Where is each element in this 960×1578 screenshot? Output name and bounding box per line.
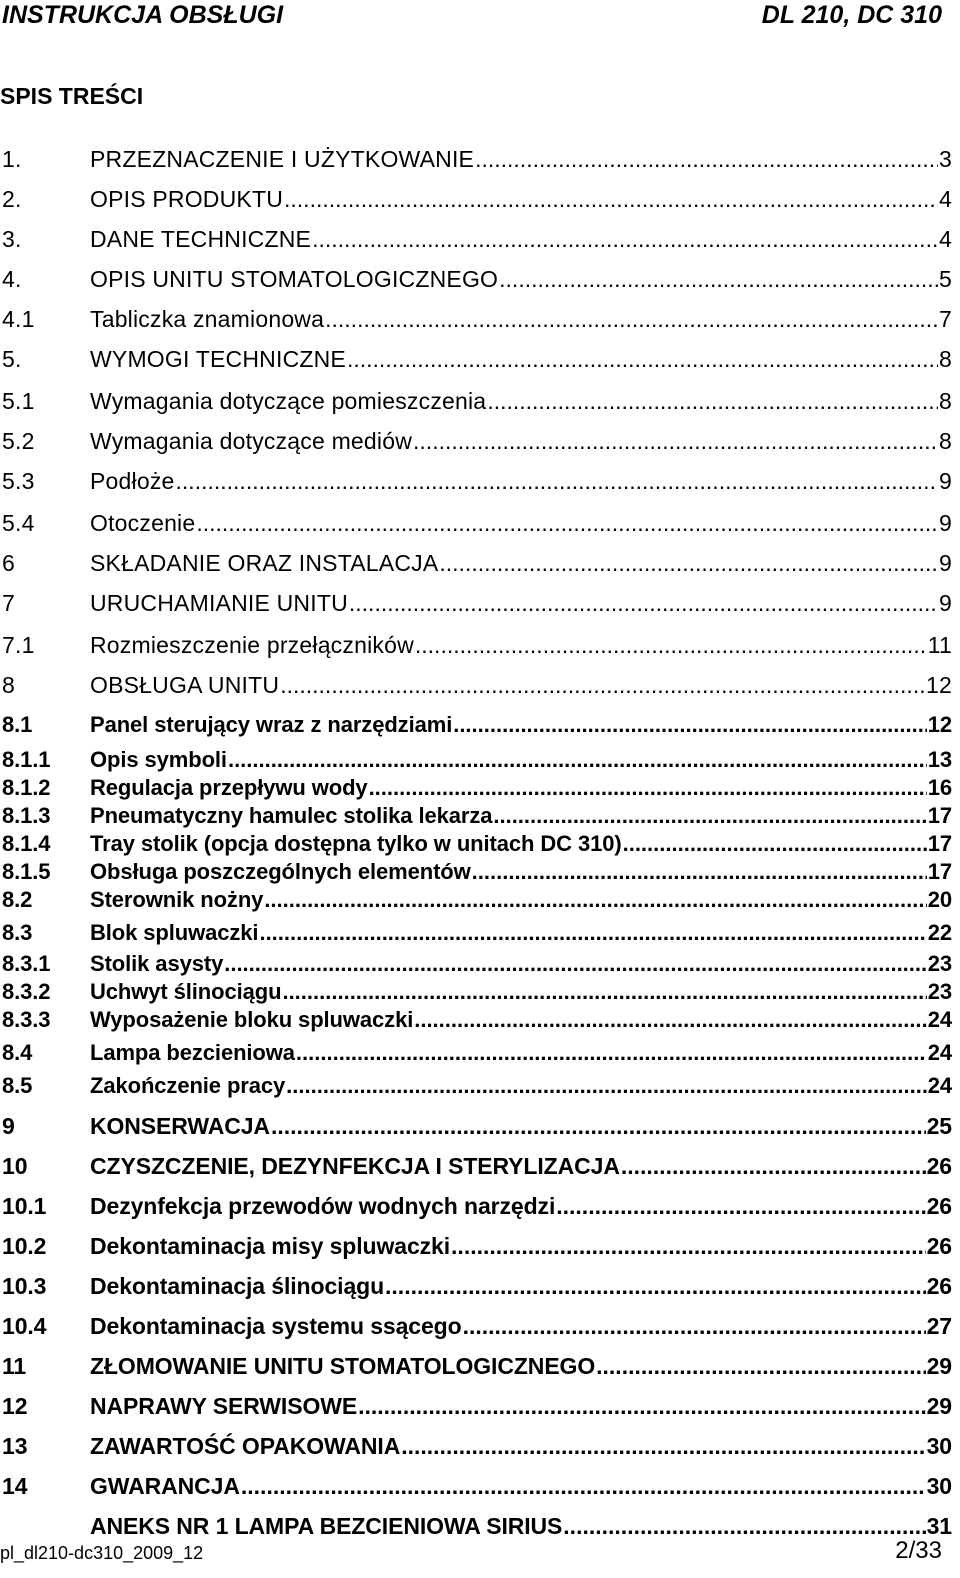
toc-entry-page: 17 [927, 831, 952, 856]
toc-entry[interactable] [0, 951, 952, 977]
toc-dot-leader [282, 979, 926, 1005]
toc-entry-number: 5. [2, 346, 22, 372]
toc-entry[interactable] [0, 468, 952, 495]
toc-entry[interactable] [0, 510, 952, 537]
toc-entry-title: Rozmieszczenie przełączników [90, 632, 414, 658]
toc-entry-number: 8.1.1 [2, 747, 51, 772]
toc-entry[interactable] [0, 712, 952, 738]
toc-entry-page: 26 [926, 1193, 952, 1219]
toc-entry-page: 16 [927, 775, 952, 800]
toc-entry[interactable] [0, 388, 952, 415]
toc-dot-leader [451, 1233, 926, 1260]
toc-entry-title: Sterownik nożny [90, 887, 264, 912]
toc-entry-number: 12 [2, 1393, 28, 1419]
toc-dot-leader [563, 1513, 925, 1540]
toc-entry-number: 5.3 [2, 468, 35, 494]
toc-entry-title: OPIS PRODUKTU [90, 186, 284, 212]
toc-entry[interactable] [0, 803, 952, 829]
toc-entry-page: 8 [939, 428, 952, 454]
toc-dot-leader [401, 1433, 925, 1460]
toc-entry-page: 9 [939, 590, 952, 616]
toc-entry-page: 30 [926, 1433, 952, 1459]
toc-entry-page: 22 [927, 920, 952, 945]
toc-entry-title: CZYSZCZENIE, DEZYNFEKCJA I STERYLIZACJA [90, 1153, 620, 1179]
toc-entry[interactable] [0, 1273, 952, 1300]
toc-dot-leader [228, 747, 927, 773]
toc-entry-number: 10.2 [2, 1233, 47, 1259]
toc-dot-leader [271, 1113, 926, 1140]
toc-entry-number: 6 [2, 550, 15, 576]
toc-entry-page: 23 [927, 979, 952, 1004]
toc-entry-title: NAPRAWY SERWISOWE [90, 1393, 358, 1419]
toc-entry-page: 12 [927, 712, 952, 737]
toc-entry-number: 11 [2, 1353, 27, 1379]
toc-entry-number: 8.1.2 [2, 775, 51, 800]
toc-entry-number: 8.1.4 [2, 831, 51, 856]
toc-entry-number: 1. [2, 146, 22, 172]
toc-entry[interactable] [0, 920, 952, 946]
toc-entry-title: Dekontaminacja misy spluwaczki [90, 1233, 451, 1259]
toc-dot-leader [475, 146, 938, 173]
toc-entry[interactable] [0, 831, 952, 857]
toc-entry[interactable] [0, 226, 952, 253]
toc-entry-page: 20 [927, 887, 952, 912]
toc-entry-title: Opis symboli [90, 747, 227, 772]
toc-entry-page: 9 [939, 468, 952, 494]
toc-entry-number: 2. [2, 186, 22, 212]
toc-entry-number: 10.1 [2, 1193, 47, 1219]
toc-entry[interactable] [0, 1473, 952, 1500]
toc-entry-title: Wymagania dotyczące pomieszczenia [90, 388, 487, 414]
toc-entry[interactable] [0, 186, 952, 213]
toc-entry-title: OPIS UNITU STOMATOLOGICZNEGO [90, 266, 499, 292]
toc-dot-leader [453, 712, 927, 738]
toc-entry-title: Tray stolik (opcja dostępna tylko w unitach DC 310) [90, 831, 622, 856]
toc-entry-title: KONSERWACJA [90, 1113, 270, 1139]
toc-entry-number: 4. [2, 266, 22, 292]
toc-dot-leader [286, 1073, 927, 1099]
toc-dot-leader [369, 775, 927, 801]
toc-entry[interactable] [0, 146, 952, 173]
toc-entry-page: 29 [926, 1393, 952, 1419]
toc-entry[interactable] [0, 672, 952, 699]
toc-dot-leader [284, 186, 938, 213]
toc-entry-title: Wymagania dotyczące mediów [90, 428, 413, 454]
toc-entry-title: Podłoże [90, 468, 175, 494]
toc-entry[interactable] [0, 1513, 952, 1540]
toc-entry-title: OBSŁUGA UNITU [90, 672, 280, 698]
toc-entry-title: Dekontaminacja ślinociągu [90, 1273, 385, 1299]
toc-entry-title: Stolik asysty [90, 951, 224, 976]
toc-entry-number: 8.1 [2, 712, 33, 737]
toc-entry-number: 7.1 [2, 632, 35, 658]
toc-entry[interactable] [0, 747, 952, 773]
footer-page-number: 2/33 [895, 1537, 942, 1564]
toc-dot-leader [312, 226, 938, 253]
toc-entry-page: 8 [939, 346, 952, 372]
toc-entry-number: 4.1 [2, 306, 35, 332]
toc-entry-page: 26 [926, 1233, 952, 1259]
toc-entry-number: 8.1.5 [2, 859, 51, 884]
toc-entry-page: 23 [927, 951, 952, 976]
toc-entry[interactable] [0, 1433, 952, 1460]
toc-entry[interactable] [0, 590, 952, 617]
toc-entry[interactable] [0, 1233, 952, 1260]
toc-dot-leader [385, 1273, 926, 1300]
toc-entry-page: 24 [927, 1007, 952, 1032]
toc-entry-title: Regulacja przepływu wody [90, 775, 368, 800]
toc-entry-title: ZŁOMOWANIE UNITU STOMATOLOGICZNEGO [90, 1353, 596, 1379]
toc-entry-title: Zakończenie pracy [90, 1073, 286, 1098]
toc-dot-leader [463, 1313, 926, 1340]
toc-entry[interactable] [0, 346, 952, 373]
toc-entry[interactable] [0, 887, 952, 913]
toc-entry-title: Wyposażenie bloku spluwaczki [90, 1007, 414, 1032]
toc-entry[interactable] [0, 632, 952, 659]
toc-entry-page: 24 [927, 1073, 952, 1098]
toc-entry[interactable] [0, 1313, 952, 1340]
toc-entry[interactable] [0, 1007, 952, 1033]
toc-dot-leader [414, 1007, 927, 1033]
toc-dot-leader [176, 468, 938, 495]
toc-entry-title: Otoczenie [90, 510, 196, 536]
toc-dot-leader [358, 1393, 926, 1420]
toc-entry-number: 3. [2, 226, 22, 252]
toc-entry-title: PRZEZNACZENIE I UŻYTKOWANIE [90, 146, 475, 172]
toc-dot-leader [413, 428, 938, 455]
toc-dot-leader [325, 306, 938, 333]
toc-entry-number: 8 [2, 672, 15, 698]
toc-entry-title: ZAWARTOŚĆ OPAKOWANIA [90, 1433, 401, 1459]
toc-entry-page: 27 [926, 1313, 952, 1339]
toc-entry-page: 31 [926, 1513, 952, 1539]
toc-entry-title: GWARANCJA [90, 1473, 240, 1499]
toc-dot-leader [349, 590, 938, 617]
footer-doc-id: pl_dl210-dc310_2009_12 [0, 1543, 204, 1563]
toc-dot-leader [556, 1193, 925, 1220]
toc-entry-number: 8.4 [2, 1040, 33, 1065]
toc-dot-leader [499, 266, 938, 293]
toc-entry-title: Dekontaminacja systemu ssącego [90, 1313, 462, 1339]
toc-entry-number: 8.3.3 [2, 1007, 51, 1032]
toc-entry-title: Obsługa poszczególnych elementów [90, 859, 471, 884]
toc-entry-number: 5.1 [2, 388, 35, 414]
toc-entry-number: 5.2 [2, 428, 35, 454]
toc-dot-leader [621, 1153, 926, 1180]
toc-dot-leader [259, 920, 926, 946]
header-title: INSTRUKCJA OBSŁUGI [2, 1, 284, 29]
toc-entry-page: 26 [926, 1153, 952, 1179]
toc-entry-page: 25 [926, 1113, 952, 1139]
toc-entry-page: 9 [939, 550, 952, 576]
toc-entry[interactable] [0, 859, 952, 885]
header-model: DL 210, DC 310 [761, 1, 942, 29]
toc-entry-number: 8.3.1 [2, 951, 51, 976]
toc-entry[interactable] [0, 428, 952, 455]
toc-entry-page: 11 [927, 632, 952, 658]
toc-entry-page: 24 [927, 1040, 952, 1065]
toc-entry-title: SKŁADANIE ORAZ INSTALACJA [90, 550, 439, 576]
toc-dot-leader [415, 632, 927, 659]
toc-entry-page: 7 [939, 306, 952, 332]
toc-entry[interactable] [0, 979, 952, 1005]
toc-entry-page: 12 [926, 672, 952, 698]
toc-dot-leader [472, 859, 927, 885]
toc-entry-number: 14 [2, 1473, 28, 1499]
toc-entry[interactable] [0, 1073, 952, 1099]
toc-entry-title: WYMOGI TECHNICZNE [90, 346, 346, 372]
toc-entry-number: 8.3 [2, 920, 33, 945]
toc-entry-page: 9 [939, 510, 952, 536]
toc-entry-title: Dezynfekcja przewodów wodnych narzędzi [90, 1193, 556, 1219]
toc-dot-leader [280, 672, 925, 699]
toc-entry-page: 13 [927, 747, 952, 772]
toc-entry-page: 5 [939, 266, 952, 292]
toc-entry-number: 10.3 [2, 1273, 47, 1299]
toc-entry[interactable] [0, 1393, 952, 1420]
toc-entry-page: 29 [926, 1353, 952, 1379]
toc-dot-leader [347, 346, 938, 373]
toc-entry-number: 8.5 [2, 1073, 33, 1098]
toc-entry-page: 26 [926, 1273, 952, 1299]
toc-entry-title: ANEKS NR 1 LAMPA BEZCIENIOWA SIRIUS [90, 1513, 563, 1539]
toc-entry[interactable] [0, 306, 952, 333]
toc-dot-leader [196, 510, 938, 537]
toc-entry-number: 9 [2, 1113, 15, 1139]
toc-entry-title: Blok spluwaczki [90, 920, 259, 945]
toc-entry-page: 17 [927, 803, 952, 828]
toc-entry-title: Lampa bezcieniowa [90, 1040, 295, 1065]
toc-entry-number: 5.4 [2, 510, 35, 536]
toc-entry-title: Pneumatyczny hamulec stolika lekarza [90, 803, 493, 828]
toc-entry-page: 30 [926, 1473, 952, 1499]
toc-entry-title: Tabliczka znamionowa [90, 306, 325, 332]
toc-heading: SPIS TREŚCI [0, 83, 144, 109]
toc-dot-leader [264, 887, 926, 913]
toc-entry[interactable] [0, 266, 952, 293]
toc-entry-page: 17 [927, 859, 952, 884]
toc-entry-number: 7 [2, 590, 15, 616]
toc-entry[interactable] [0, 1193, 952, 1220]
toc-entry-number: 10.4 [2, 1313, 47, 1339]
toc-entry-number: 8.1.3 [2, 803, 51, 828]
toc-entry[interactable] [0, 550, 952, 577]
toc-entry-title: Panel sterujący wraz z narzędziami [90, 712, 453, 737]
toc-entry[interactable] [0, 1153, 952, 1180]
toc-entry[interactable] [0, 775, 952, 801]
toc-entry[interactable] [0, 1113, 952, 1140]
toc-entry-page: 8 [939, 388, 952, 414]
toc-dot-leader [487, 388, 938, 415]
toc-entry-number: 8.2 [2, 887, 33, 912]
toc-entry-title: URUCHAMIANIE UNITU [90, 590, 348, 616]
toc-dot-leader [241, 1473, 926, 1500]
toc-dot-leader [596, 1353, 925, 1380]
toc-entry-number: 13 [2, 1433, 28, 1459]
toc-entry-page: 4 [939, 226, 952, 252]
toc-entry-title: Uchwyt ślinociągu [90, 979, 282, 1004]
toc-entry[interactable] [0, 1353, 952, 1380]
toc-entry-page: 4 [939, 186, 952, 212]
toc-entry-number: 8.3.2 [2, 979, 51, 1004]
toc-entry-number: 10 [2, 1153, 28, 1179]
toc-dot-leader [493, 803, 926, 829]
toc-entry-title: DANE TECHNICZNE [90, 226, 312, 252]
toc-dot-leader [623, 831, 927, 857]
toc-dot-leader [439, 550, 938, 577]
toc-dot-leader [296, 1040, 927, 1066]
toc-entry-page: 3 [939, 146, 952, 172]
toc-entry[interactable] [0, 1040, 952, 1066]
toc-dot-leader [224, 951, 927, 977]
